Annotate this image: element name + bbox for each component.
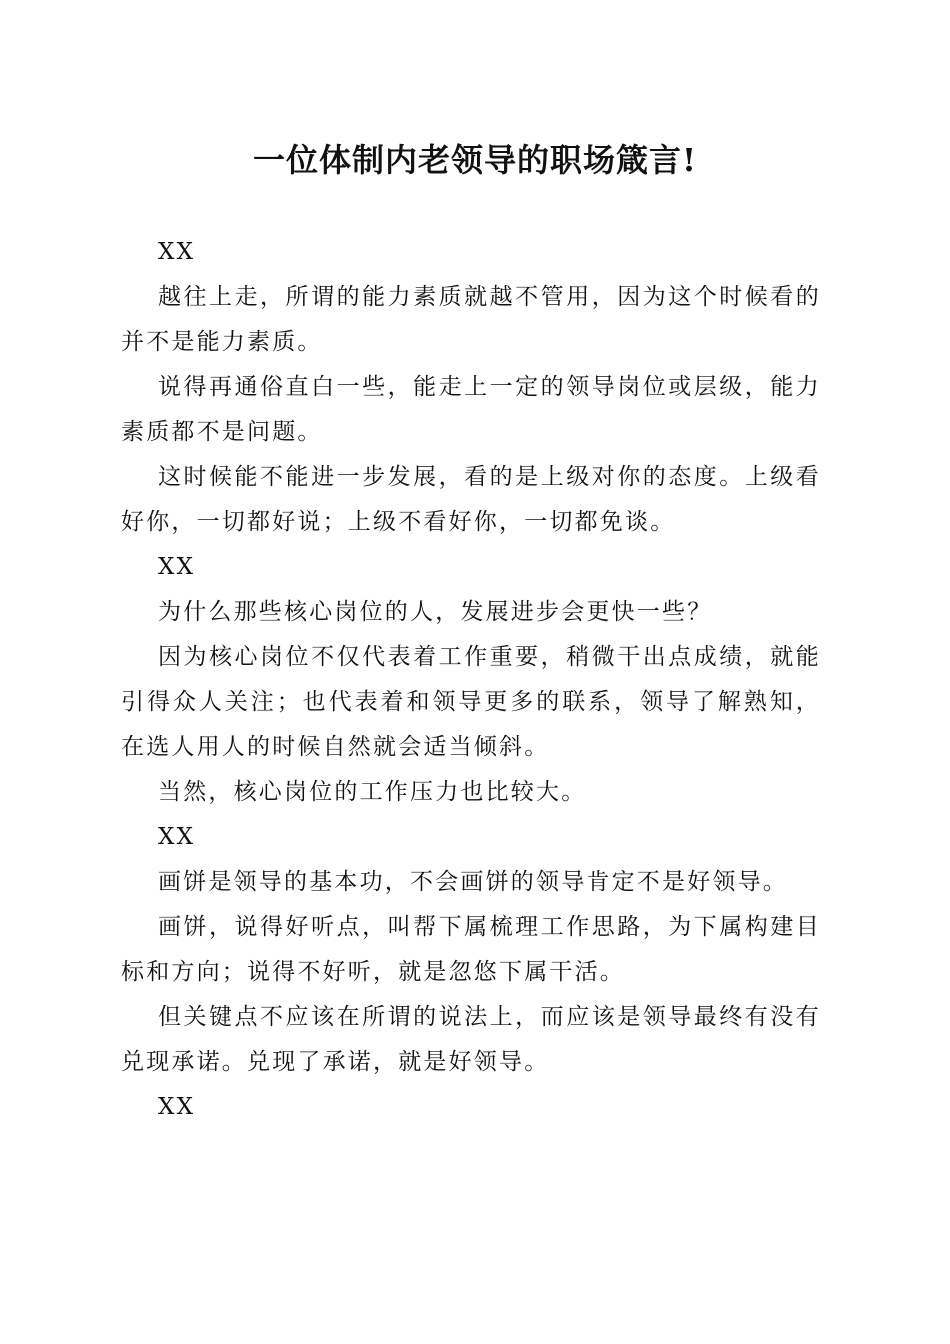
paragraph: 越往上走，所谓的能力素质就越不管用，因为这个时候看的并不是能力素质。 <box>121 284 821 355</box>
paragraph: 这时候能不能进一步发展，看的是上级对你的态度。上级看好你，一切都好说；上级不看好你，一切都免谈。 <box>121 464 821 535</box>
paragraph: 但关键点不应该在所谓的说法上，而应该是领导最终有没有兑现承诺。兑现了承诺，就是好领导。 <box>121 1004 821 1075</box>
paragraph: 因为核心岗位不仅代表着工作重要，稍微干出点成绩，就能引得众人关注；也代表着和领导更多的联系，领导了解熟知，在选人用人的时候自然就会适当倾斜。 <box>121 644 821 760</box>
paragraph: 画饼，说得好听点，叫帮下属梳理工作思路，为下属构建目标和方向；说得不好听，就是忽悠下属干活。 <box>121 914 821 985</box>
paragraph: 为什么那些核心岗位的人，发展进步会更快一些？ <box>158 599 713 625</box>
section-marker: XX <box>158 1094 196 1120</box>
paragraph: 画饼是领导的基本功，不会画饼的领导肯定不是好领导。 <box>158 869 788 895</box>
section-marker: XX <box>158 824 196 850</box>
document-body <box>121 230 821 1130</box>
document-title: 一位体制内老领导的职场箴言! <box>252 141 698 179</box>
section-marker: XX <box>158 554 196 580</box>
paragraph: 当然，核心岗位的工作压力也比较大。 <box>158 779 587 805</box>
section-marker: XX <box>158 239 196 265</box>
paragraph: 说得再通俗直白一些，能走上一定的领导岗位或层级，能力素质都不是问题。 <box>121 374 821 445</box>
